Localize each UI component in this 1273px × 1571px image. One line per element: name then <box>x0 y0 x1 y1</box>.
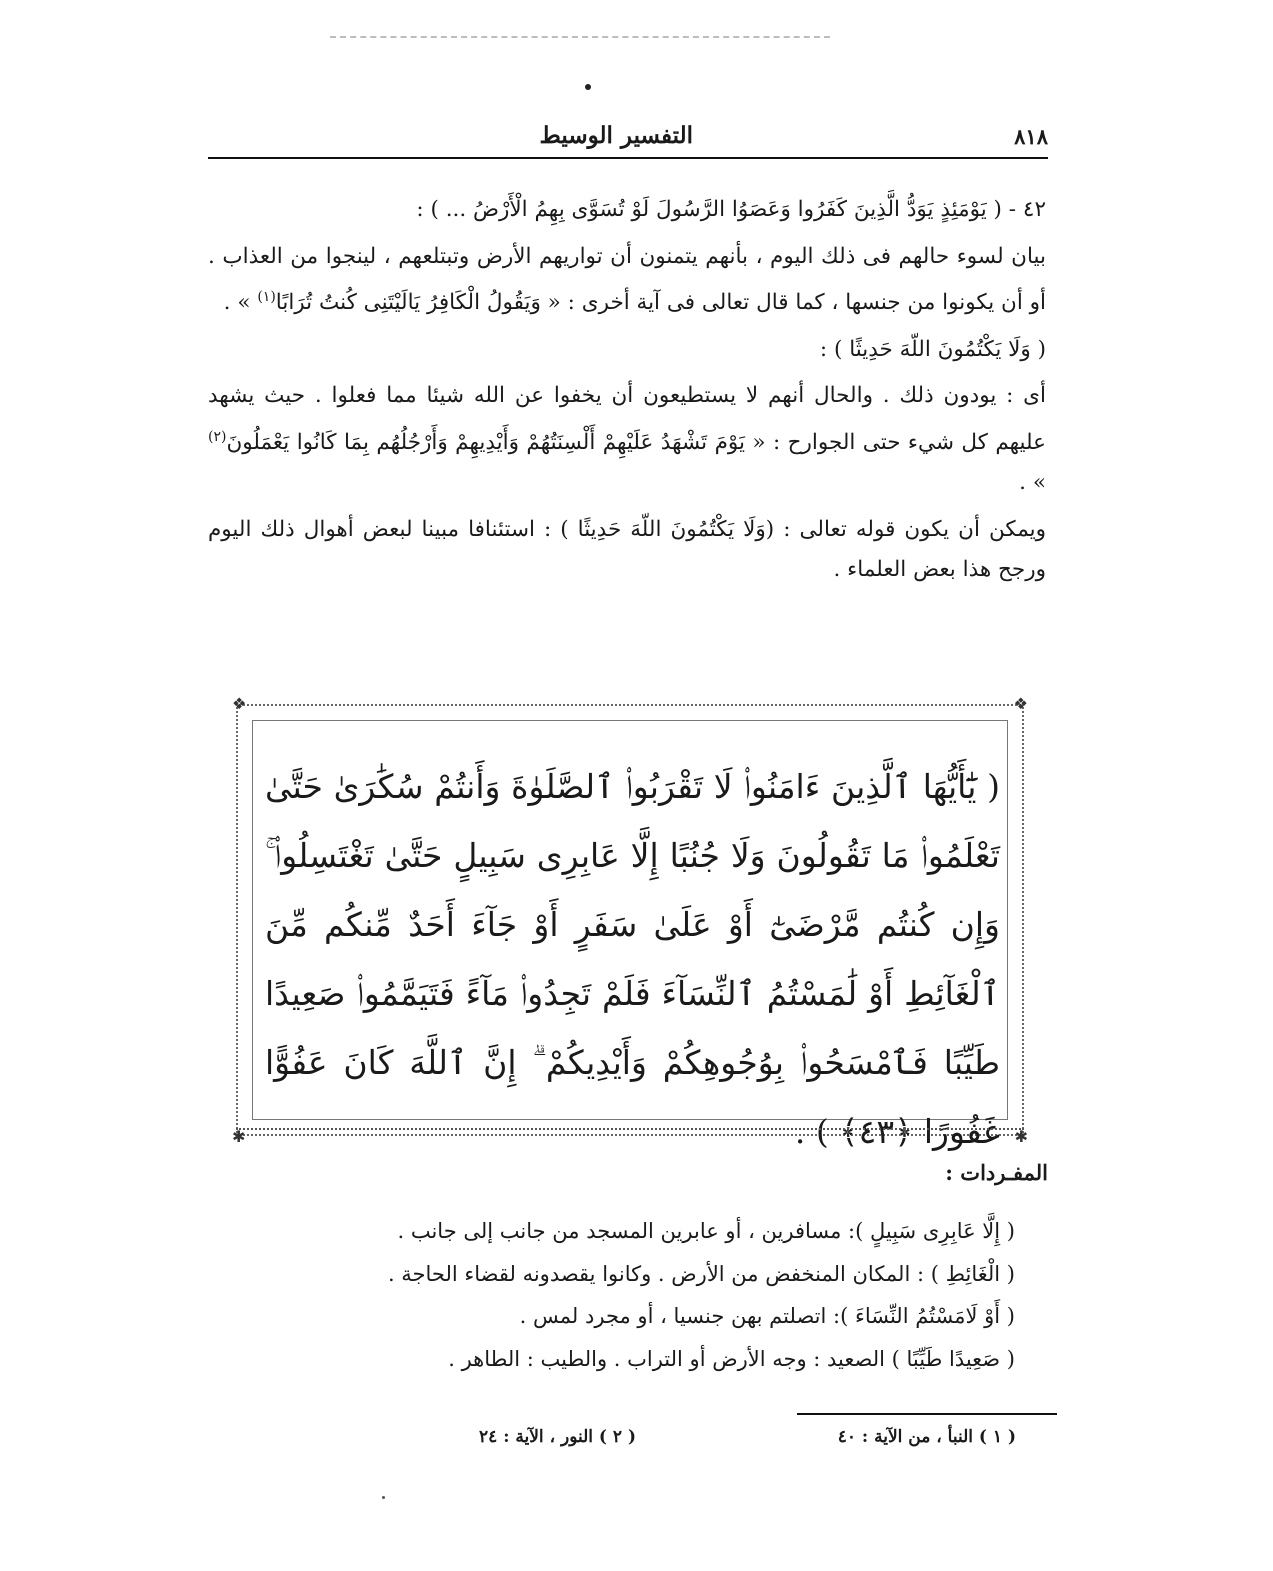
paragraph-3: ويمكن أن يكون قوله تعالى : (وَلَا يَكْتُمُونَ اللّهَ حَدِيثًا ) : استئنافا مبينا لبعض أهوال ذلك اليوم ورجح هذا بعض العلماء . <box>208 516 1046 583</box>
running-title: التفسير الوسيط <box>539 122 693 149</box>
ornament-corner-icon: ❖ <box>1013 694 1028 713</box>
ornament-corner-icon: ✱ <box>232 1127 246 1146</box>
footnote-1: ( ١ ) النبأ ، من الآية : ٤٠ <box>837 1427 1016 1447</box>
frame-bottom-ornament <box>236 1128 1024 1130</box>
scan-dot <box>585 84 591 90</box>
verse-heading: ٤٢ - ( يَوْمَئِذٍ يَوَدُّ الَّذِينَ كَفَرُوا وَعَصَوُا الرَّسُولَ لَوْ تُسَوَّى بِهِمُ الْأَرْضُ ... ) : <box>416 197 1046 222</box>
paragraph-1 <box>208 237 1046 324</box>
footnote-2: ( ٢ ) النور ، الآية : ٢٤ <box>479 1427 636 1447</box>
vocabulary-title: المفـردات : <box>945 1160 1048 1185</box>
vocab-item: ( صَعِيدًا طَيِّبًا ) الصعيد : وجه الأرض أو التراب . والطيب : الطاهر . <box>448 1346 1015 1371</box>
paragraph-1-end: » . <box>223 290 258 316</box>
footnote-ref-2[interactable]: (٢) <box>208 428 227 445</box>
paragraph-1-text: بيان لسوء حالهم فى ذلك اليوم ، بأنهم يتمنون أن تواريهم الأرض وتبتلعهم ، لينجوا من العذاب . أو أن يكونوا من جنسها ، كما قال تعالى فى آية أخرى : « وَيَقُولُ الْكَافِرُ يَالَيْتَنِى كُنتُ تُرَابًا <box>208 243 1046 316</box>
vocab-item: ( الْغَائِطِ ) : المكان المنخفض من الأرض . وكانوا يقصدونه لقضاء الحاجة . <box>387 1261 1015 1286</box>
vocabulary-list <box>300 1210 1015 1380</box>
paragraph-2-end: » . <box>1019 470 1046 496</box>
ornament-corner-icon: ✱ <box>1014 1127 1028 1146</box>
footnote-ref-1[interactable]: (١) <box>257 289 276 305</box>
scan-speck <box>382 1496 385 1499</box>
footnotes <box>430 1427 1016 1457</box>
page-number: ٨١٨ <box>1014 124 1048 149</box>
paragraph-2-text: أى : يودون ذلك . والحال أنهم لا يستطيعون أن يخفوا عن الله شيئا مما فعلوا . حيث يشهد عليهم كل شيء حتى الجوارح : « يَوْمَ تَشْهَدُ عَلَيْهِمْ أَلْسِنَتُهُمْ وَأَيْدِيهِمْ وَأَرْجُلُهُم بِمَا كَانُوا يَعْمَلُونَ <box>208 383 1046 455</box>
commentary-text <box>208 190 1046 597</box>
vocab-item: ( أَوْ لَامَسْتُمُ النِّسَاءَ ): اتصلتم بهن جنسيا ، أو مجرد لمس . <box>519 1304 1015 1328</box>
footnote-rule <box>797 1413 1057 1415</box>
header-rule <box>208 157 1048 159</box>
verse-quote-2: ( وَلَا يَكْتُمُونَ اللّهَ حَدِيثًا ) : <box>819 336 1046 362</box>
paragraph-2 <box>208 376 1046 504</box>
page-header <box>208 118 1048 158</box>
vocab-item: ( إِلَّا عَابِرِى سَبِيلٍ ): مسافرين ، أو عابرين المسجد من جانب إلى جانب . <box>397 1219 1015 1243</box>
quran-verse: ( يَٰٓأَيُّهَا ٱلَّذِينَ ءَامَنُوا۟ لَا تَقْرَبُوا۟ ٱلصَّلَوٰةَ وَأَنتُمْ سُكَٰرَىٰ حَتَّىٰ تَعْلَمُوا۟ مَا تَقُولُونَ وَلَا جُنُبًا إِلَّا عَابِرِى سَبِيلٍ حَتَّىٰ تَغْتَسِلُوا۟ ۚ وَإِن كُنتُم مَّرْضَىٰٓ أَوْ عَلَىٰ سَفَرٍ أَوْ جَآءَ أَحَدٌ مِّنكُم مِّنَ ٱلْغَآئِطِ أَوْ لَٰمَسْتُمُ ٱلنِّسَآءَ فَلَمْ تَجِدُوا۟ مَآءً فَتَيَمَّمُوا۟ صَعِيدًا طَيِّبًا فَٱمْسَحُوا۟ بِوُجُوهِكُمْ وَأَيْدِيكُمْ ۗ إِنَّ ٱللَّهَ كَانَ عَفُوًّا غَفُورًا ﴿٤٣﴾ ) . <box>265 767 1000 1151</box>
ornament-corner-icon: ❖ <box>232 694 247 713</box>
top-scan-artifact <box>330 36 830 38</box>
